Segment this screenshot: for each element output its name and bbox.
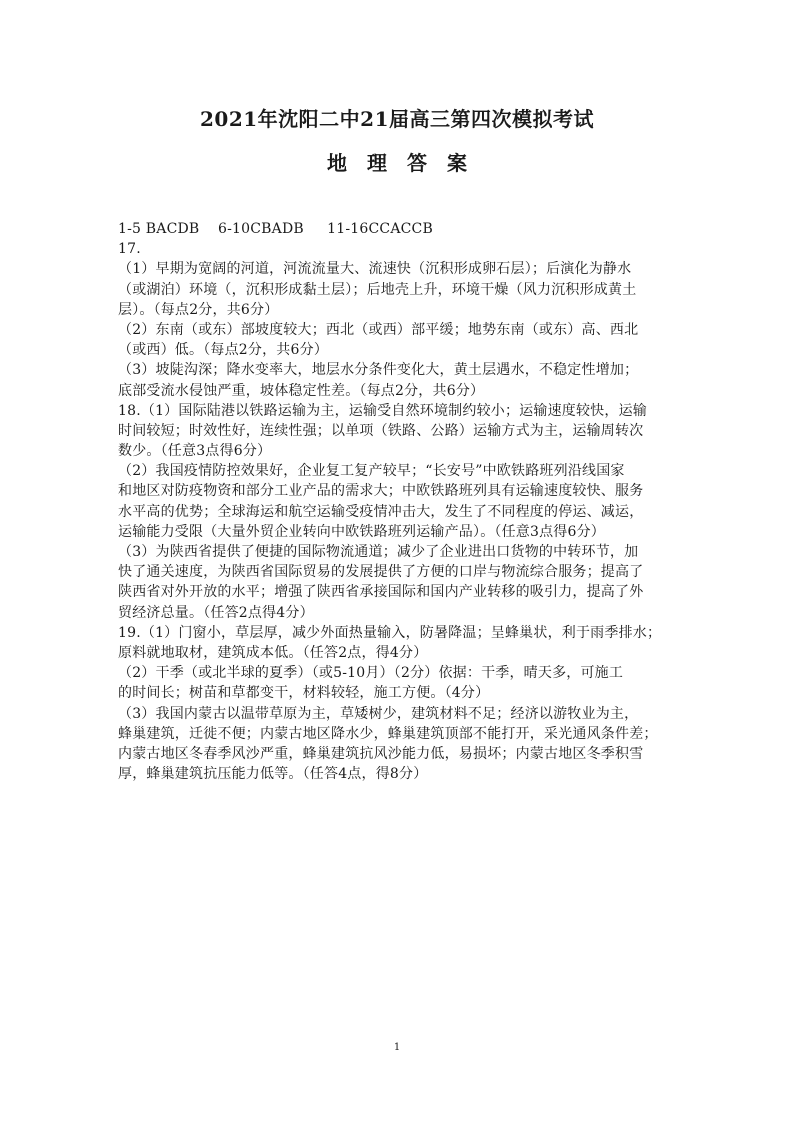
answer-line: 底部受流水侵蚀严重，坡体稳定性差。（每点2分，共6分） bbox=[118, 382, 485, 399]
answer-line: 快了通关速度，为陕西省国际贸易的发展提供了方便的口岸与物流综合服务；提高了 bbox=[118, 564, 644, 581]
answer-line: 运输能力受限（大量外贸企业转向中欧铁路班列运输产品）。（任意3点得6分） bbox=[118, 523, 606, 540]
answer-line: （2）东南（或东）部坡度较大；西北（或西）部平缓；地势东南（或东）高、西北 bbox=[118, 321, 639, 338]
answer-line: 陕西省对外开放的水平；增强了陕西省承接国际和国内产业转移的吸引力，提高了外 bbox=[118, 584, 644, 601]
answer-line: 时间较短；时效性好，连续性强；以单项（铁路、公路）运输方式为主，运输周转次 bbox=[118, 422, 644, 439]
answer-line: （或湖泊）环境（，沉积形成黏土层）；后地壳上升，环境干燥（风力沉积形成黄土 bbox=[118, 281, 637, 298]
page-number: 1 bbox=[393, 1042, 401, 1053]
document-title: 2021年沈阳二中21届高三第四次模拟考试 bbox=[200, 107, 594, 131]
answer-line: 1-5 BACDB 6-10CBADB 11-16CCACCB bbox=[118, 221, 433, 237]
answer-line: 18.（1）国际陆港以铁路运输为主，运输受自然环境制约较小；运输速度较快，运输 bbox=[118, 402, 647, 419]
answer-line: （1）早期为宽阔的河道，河流流量大、流速快（沉积形成卵石层）；后演化为静水 bbox=[118, 261, 632, 278]
answer-line: （3）坡陡沟深；降水变率大，地层水分条件变化大，黄土层遇水，不稳定性增加； bbox=[118, 362, 639, 379]
document-subtitle: 地理答案 bbox=[327, 151, 487, 175]
answer-line: 内蒙古地区冬春季风沙严重，蜂巢建筑抗风沙能力低，易损坏；内蒙古地区冬季积雪 bbox=[118, 745, 644, 762]
answer-line: （或西）低。（每点2分，共6分） bbox=[118, 342, 329, 359]
answer-line: 原料就地取材，建筑成本低。（任答2点，得4分） bbox=[118, 644, 428, 661]
answer-line: （2）干季（或北半球的夏季）（或5-10月）（2分）依据：干季，晴天多，可施工 bbox=[118, 665, 624, 682]
answer-line: （2）我国疫情防控效果好，企业复工复产较早；“长安号”中欧铁路班列沿线国家 bbox=[118, 463, 625, 480]
answer-line: 数少。（任意3点得6分） bbox=[118, 443, 272, 460]
answer-line: 蜂巢建筑，迁徙不便；内蒙古地区降水少，蜂巢建筑顶部不能打开，采光通风条件差； bbox=[118, 725, 658, 742]
answer-line: （3）我国内蒙古以温带草原为主，草矮树少，建筑材料不足；经济以游牧业为主， bbox=[118, 705, 639, 722]
answer-line: 17. bbox=[118, 241, 141, 258]
answer-line: 层）。（每点2分，共6分） bbox=[118, 301, 279, 318]
answer-body bbox=[118, 219, 684, 784]
answer-line: 水平高的优势；全球海运和航空运输受疫情冲击大，发生了不同程度的停运、减运， bbox=[118, 503, 644, 520]
answer-line: 的时间长；树苗和草都变干，材料较轻，施工方便。（4分） bbox=[118, 685, 490, 702]
answer-line: 厚，蜂巢建筑抗压能力低等。（任答4点，得8分） bbox=[118, 766, 428, 783]
answer-line: 和地区对防疫物资和部分工业产品的需求大；中欧铁路班列具有运输速度较快、服务 bbox=[118, 483, 644, 500]
answer-line: （3）为陕西省提供了便捷的国际物流通道；减少了企业进出口货物的中转环节，加 bbox=[118, 544, 639, 560]
answer-line: 19.（1）门窗小，草层厚，减少外面热量输入，防暑降温；呈蜂巢状，利于雨季排水； bbox=[118, 624, 662, 641]
answer-line: 贸经济总量。（任答2点得4分） bbox=[118, 604, 314, 621]
